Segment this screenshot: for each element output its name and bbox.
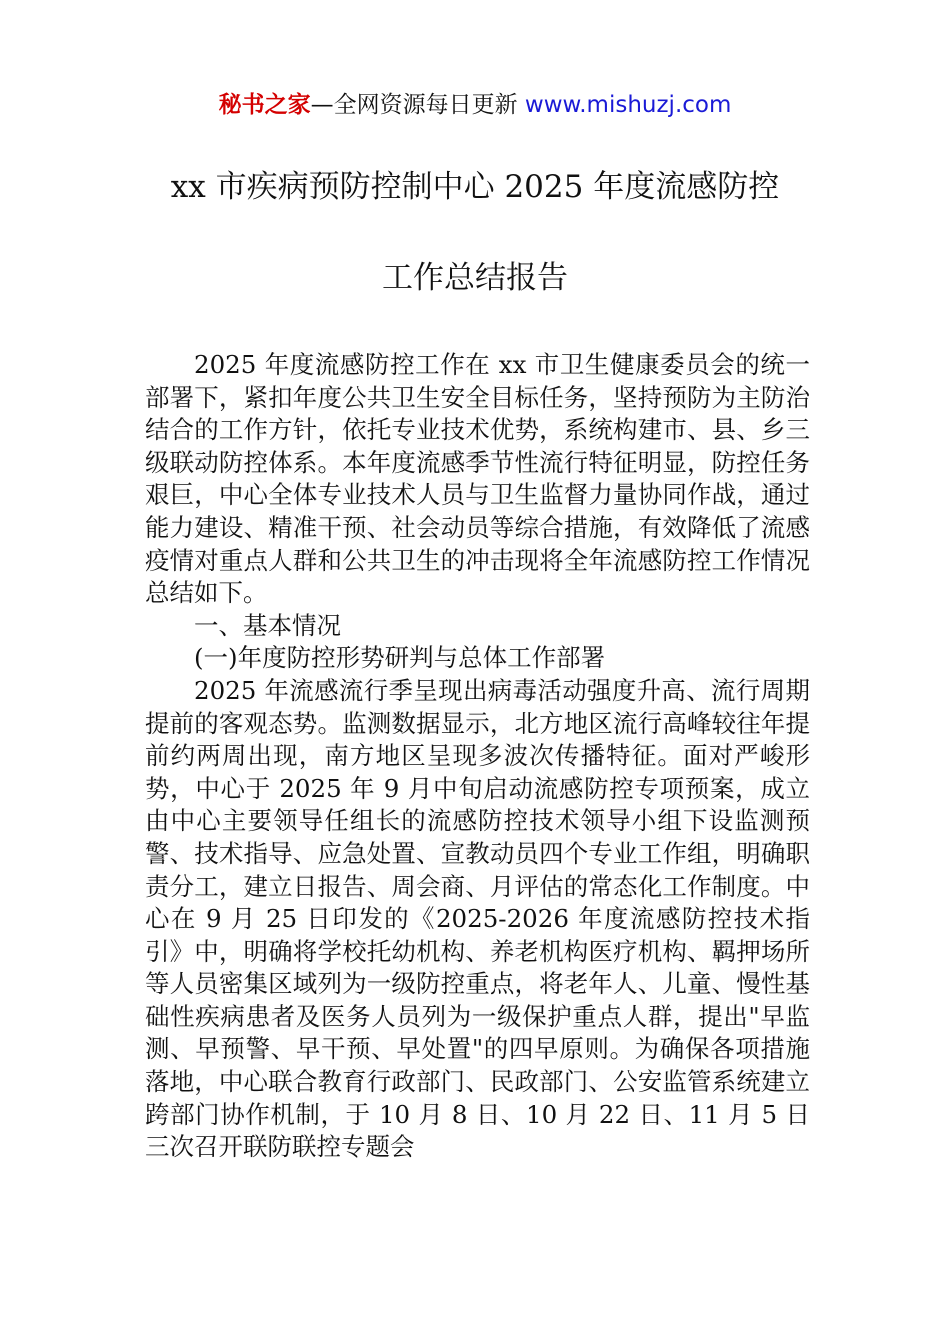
brand-name: 秘书之家	[218, 92, 311, 118]
intro-paragraph: 2025 年度流感防控工作在 xx 市卫生健康委员会的统一部署下，紧扣年度公共卫生安全目标任务，坚持预防为主防治结合的工作方针，依托专业技术优势，系统构建市、县、乡三级联动防控体系。本年度流感季节性流行特征明显，防控任务艰巨，中心全体专业技术人员与卫生监督力量协同作战，通过能力建设、精准干预、社会动员等综合措施，有效降低了流感疫情对重点人群和公共卫生的冲击现将全年流感防控工作情况总结如下。	[145, 350, 810, 608]
document-body	[145, 349, 810, 1164]
section-heading-basic-situation: 一、基本情况	[194, 610, 341, 640]
site-header	[0, 88, 950, 122]
body-paragraph-situation: 2025 年流感流行季呈现出病毒活动强度升高、流行周期提前的客观态势。监测数据显示，北方地区流行高峰较往年提前约两周出现，南方地区呈现多波次传播特征。面对严峻形势，中心于 2025 年 9 月中旬启动流感防控专项预案，成立由中心主要领导任组长的流感防控技术领导小组下设监测预警、技术指导、应急处置、宣教动员四个专业工作组，明确职责分工，建立日报告、周会商、月评估的常态化工作制度。中心在 9 月 25 日印发的《2025-2026 年度流感防控技术指引》中，明确将学校托幼机构、养老机构医疗机构、羁押场所等人员密集区域列为一级防控重点，将老年人、儿童、慢性基础性疾病患者及医务人员列为一级保护重点人群，提出"早监测、早预警、早干预、早处置"的四早原则。为确保各项措施落地，中心联合教育行政部门、民政部门、公安监管系统建立跨部门协作机制，于 10 月 8 日、10 月 22 日、11 月 5 日三次召开联防联控专题会	[145, 675, 810, 1162]
document-title-line-2: 工作总结报告	[382, 260, 568, 296]
subsection-heading-annual-deployment: (一)年度防控形势研判与总体工作部署	[194, 643, 606, 673]
header-tagline: —全网资源每日更新	[310, 92, 525, 118]
site-url: www.mishuzj.com	[524, 92, 732, 118]
document-title-line-1: xx 市疾病预防控制中心 2025 年度流感防控	[170, 169, 780, 205]
